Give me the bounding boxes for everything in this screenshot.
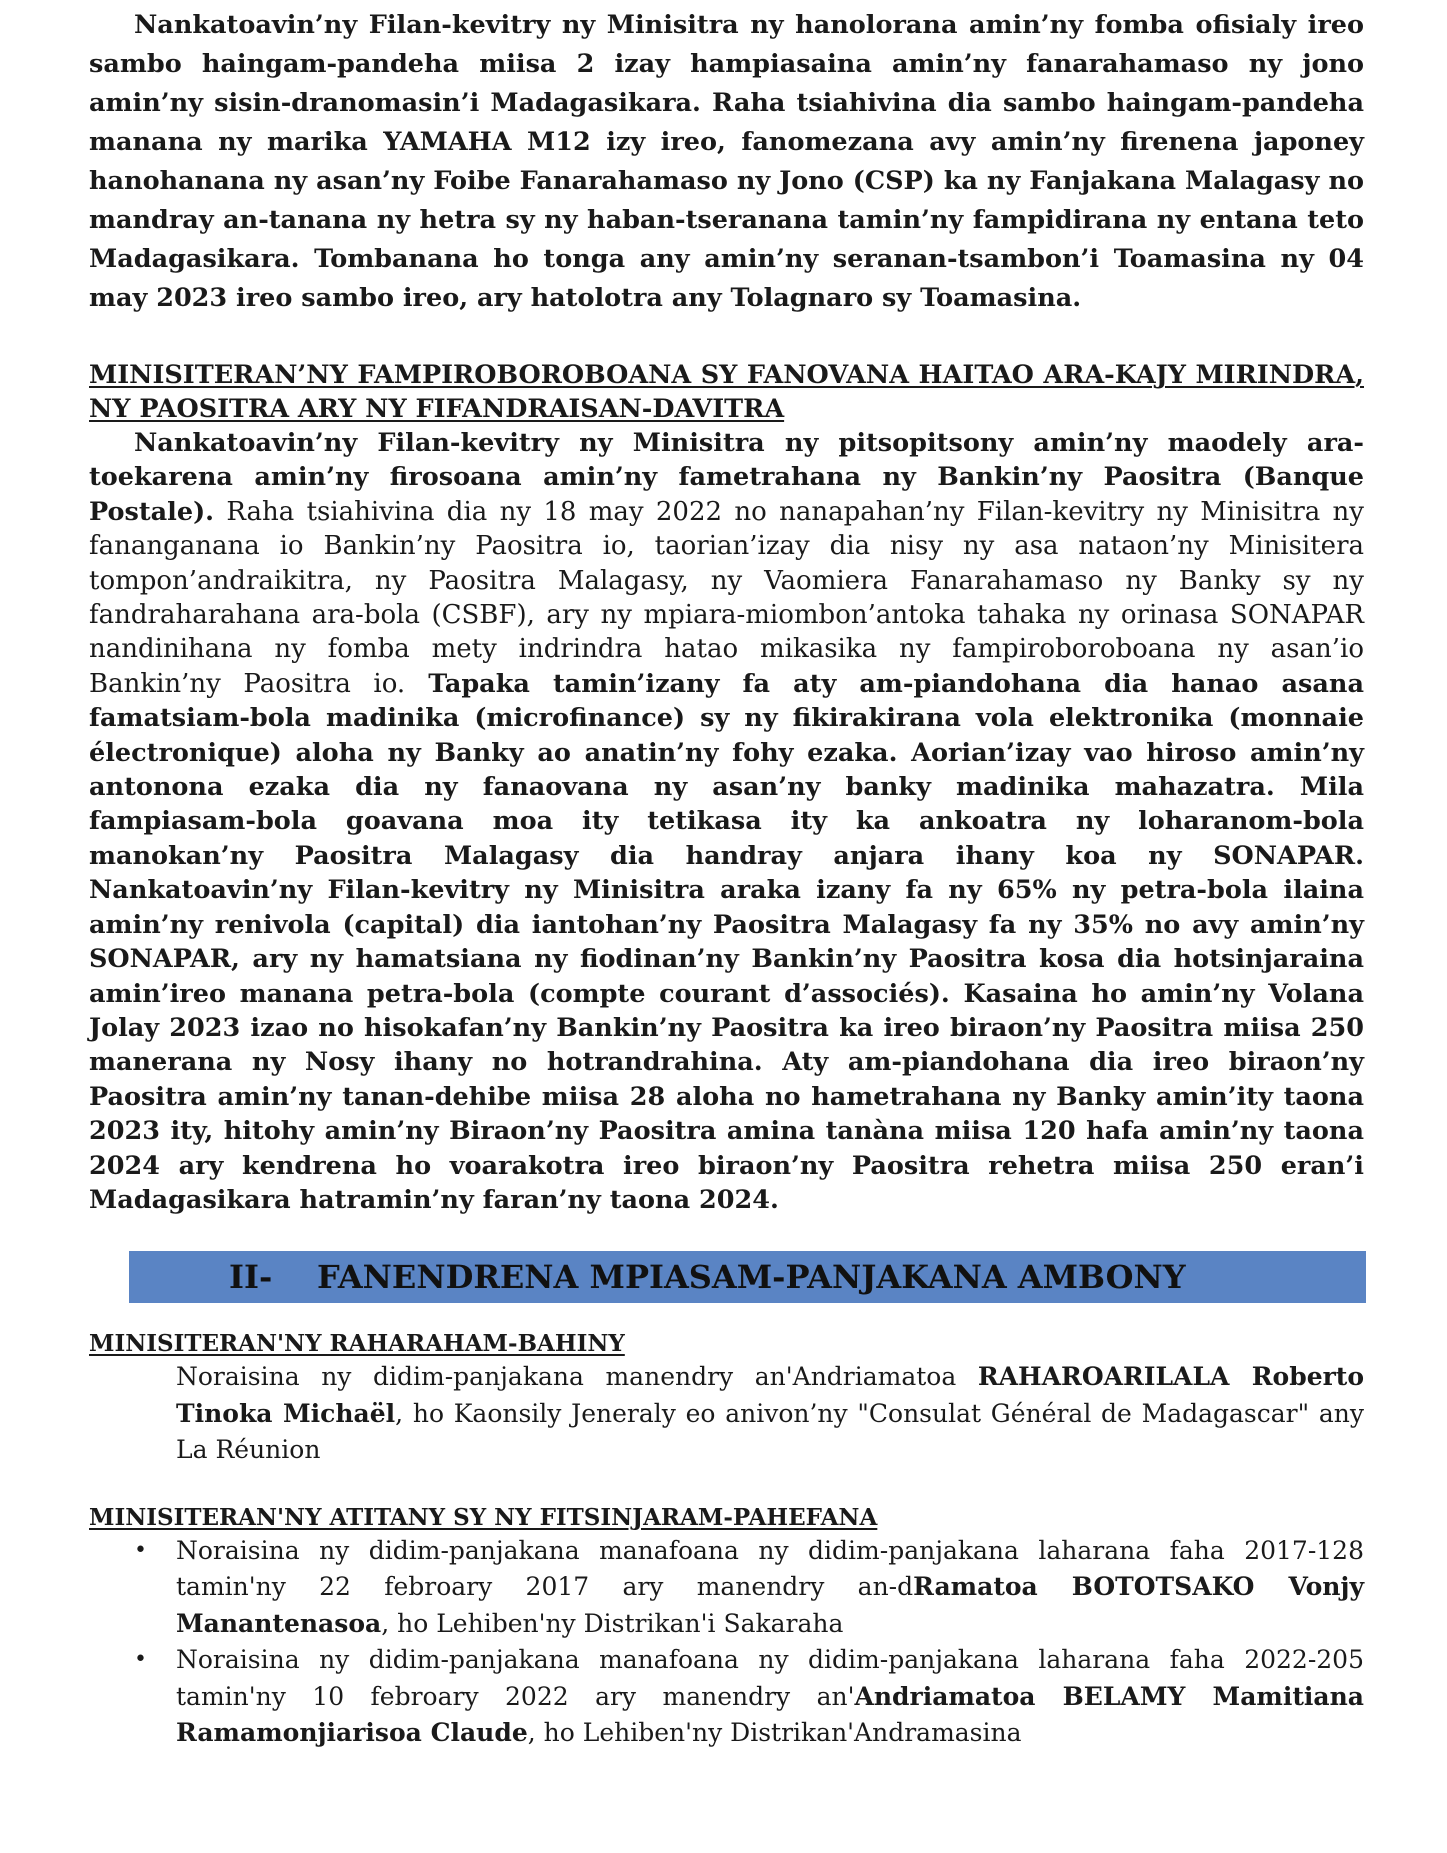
heading-foreign-affairs: MINISITERAN'NY RAHARAHAM-BAHINY bbox=[89, 1330, 625, 1358]
heading-interior: MINISITERAN'NY ATITANY SY NY FITSINJARAM-PAHEFANA bbox=[89, 1503, 878, 1531]
appointee-name: Ramatoa BOTOTSAKO Vonjy Manantenasoa bbox=[176, 1572, 1364, 1638]
postal-bank-intro: Nankatoavin’ny Filan-kevitry ny Minisitra ny pitsopitsony amin’ny maodely ara-toekarena amin’ny firosoana amin’ny fametrahana ny Bankin’ny Paositra (Banque Postale). bbox=[89, 428, 1364, 527]
appointment-consul bbox=[176, 1359, 1364, 1469]
document-page bbox=[89, 6, 1364, 1752]
bullet-icon: • bbox=[134, 1537, 147, 1563]
appointment-list bbox=[89, 1533, 1364, 1752]
appointee-name: Andriamatoa BELAMY Mamitiana Ramamonjiarisoa Claude bbox=[176, 1681, 1364, 1748]
appointment-text: Noraisina ny didim-panjakana manendry an'Andriamatoa bbox=[176, 1362, 978, 1392]
section-banner bbox=[129, 1251, 1366, 1303]
heading-ministry-digital: MINISITERAN’NY FAMPIROBOROBOANA SY FANOVANA HAITAO ARA-KAJY MIRINDRA, NY PAOSITRA ARY NY FIFANDRAISAN-DAVITRA bbox=[89, 360, 1364, 424]
postal-bank-history: Raha tsiahivina dia ny 18 may 2022 no nanapahan’ny Filan-kevitry ny Minisitra ny fananganana io Bankin’ny Paositra io, taorian’izay dia nisy ny asa nataon’ny Minisitera tompon’andraikitra, ny Paositra Malagasy, ny Vaomiera Fanarahamaso ny Banky sy ny fandraharahana ara-bola (CSBF), ary ny mpiara-miombon’antoka tahaka ny orinasa SONAPAR nandinihana ny fomba mety indrindra hatao mikasika ny fampiroboroboana ny asan’io Bankin’ny Paositra io. bbox=[89, 496, 1364, 699]
appointment-role: , ho Kaonsily Jeneraly eo anivon’ny "Consulat Général de Madagascar" any La Réunion bbox=[176, 1398, 1364, 1465]
postal-bank-details: Tapaka tamin’izany fa aty am-piandohana dia hanao asana famatsiam-bola madinika (microfinance) sy ny fikirakirana vola elektronika (monnaie électronique) aloha ny Banky ao anatin’ny fohy ezaka. Aorian’izay vao hiroso amin’ny antonona ezaka dia ny fanaovana ny asan’ny banky madinika mahazatra. Mila fampiasam-bola goavana moa ity tetikasa ity ka ankoatra ny loharanom-bola manokan’ny Paositra Malagasy dia handray anjara ihany koa ny SONAPAR. Nankatoavin’ny Filan-kevitry ny Minisitra araka izany fa ny 65% ny petra-bola ilaina amin’ny renivola (capital) dia iantohan’ny Paositra Malagasy fa ny 35% no avy amin’ny SONAPAR, ary ny hamatsiana ny fiodinan’ny Bankin’ny Paositra kosa dia hotsinjaraina amin’ireo manana petra-bola (compte courant d’associés). Kasaina ho amin’ny Volana Jolay 2023 izao no hisokafan’ny Bankin’ny Paositra ka ireo biraon’ny Paositra miisa 250 manerana ny Nosy ihany no hotrandrahina. Aty am-piandohana dia ireo biraon’ny Paositra amin’ny tanan-dehibe miisa 28 aloha no hametrahana ny Banky amin’ity taona 2023 ity, hitohy amin’ny Biraon’ny Paositra amina tanàna miisa 120 hafa amin’ny taona 2024 ary kendrena ho voarakotra ireo biraon’ny Paositra rehetra miisa 250 eran’i Madagasikara hatramin’ny faran’ny taona 2024. bbox=[89, 668, 1364, 1215]
banner-number: II- bbox=[229, 1258, 273, 1297]
appointee-name: RAHAROARILALA Roberto Tinoka Michaël bbox=[176, 1362, 1365, 1428]
bullet-icon: • bbox=[134, 1647, 147, 1673]
list-item: • Noraisina ny didim-panjakana manafoana ny didim-panjakana laharana faha 2017-128 tamin'ny 22 febroary 2017 ary manendry an-dRamatoa BOTOTSAKO Vonjy Manantenasoa, ho Lehiben'ny Distrikan'i Sakaraha bbox=[176, 1533, 1364, 1643]
banner-title: FANENDRENA MPIASAM-PANJAKANA AMBONY bbox=[317, 1258, 1186, 1297]
list-item: • Noraisina ny didim-panjakana manafoana ny didim-panjakana laharana faha 2022-205 tamin'ny 10 febroary 2022 ary manendry an'Andriamatoa BELAMY Mamitiana Ramamonjiarisoa Claude, ho Lehiben'ny Distrikan'Andramasina bbox=[176, 1642, 1364, 1752]
paragraph-postal-bank bbox=[89, 426, 1364, 1217]
paragraph-fisheries-boats: Nankatoavin’ny Filan-kevitry ny Minisitra ny hanolorana amin’ny fomba ofisialy ireo sambo haingam-pandeha miisa 2 izay hampiasaina amin’ny fanarahamaso ny jono amin’ny sisin-dranomasin’i Madagasikara. Raha tsiahivina dia sambo haingam-pandeha manana ny marika YAMAHA M12 izy ireo, fanomezana avy amin’ny firenena japoney hanohanana ny asan’ny Foibe Fanarahamaso ny Jono (CSP) ka ny Fanjakana Malagasy no mandray an-tanana ny hetra sy ny haban-tseranana tamin’ny fampidirana ny entana teto Madagasikara. Tombanana ho tonga any amin’ny seranan-tsambon’i Toamasina ny 04 may 2023 ireo sambo ireo, ary hatolotra any Tolagnaro sy Toamasina. bbox=[89, 10, 1364, 313]
